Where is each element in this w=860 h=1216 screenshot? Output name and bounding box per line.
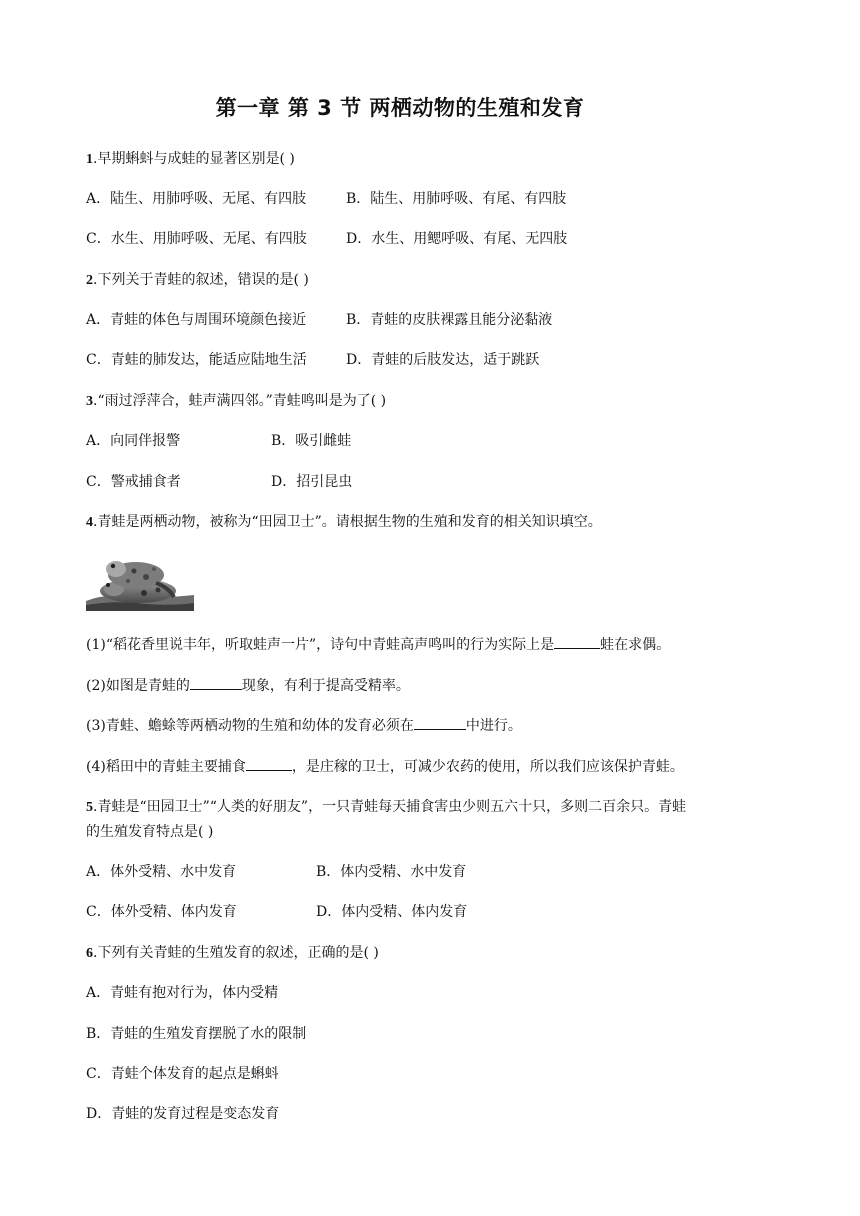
answer-blank	[190, 675, 242, 690]
option-d: D．招引昆虫	[271, 474, 353, 490]
option-b: B．青蛙的生殖发育摆脱了水的限制	[86, 1026, 307, 1042]
answer-blank	[414, 715, 466, 730]
option-b: B．吸引雌蛙	[271, 433, 352, 449]
option-c: C．青蛙的肺发达，能适应陆地生活	[86, 352, 307, 368]
option-b: B．体内受精、水中发育	[316, 864, 467, 880]
question-3-options-row-1	[86, 431, 351, 451]
option-b: B．青蛙的皮肤裸露且能分泌黏液	[346, 312, 553, 328]
question-number: 1	[86, 152, 93, 167]
answer-blank	[246, 756, 292, 771]
question-4-sub-4: (4)稻田中的青蛙主要捕食 ，是庄稼的卫士，可减少农药的使用，所以我们应该保护青蛙。	[86, 756, 684, 777]
option-a: A．向同伴报警	[86, 433, 181, 449]
question-4-sub-1: (1)“稻花香里说丰年，听取蛙声一片”，诗句中青蛙高声鸣叫的行为实际上是 蛙在求偶。	[86, 634, 670, 655]
option-d: D．水生、用鳃呼吸、有尾、无四肢	[346, 231, 568, 247]
option-a: A．青蛙的体色与周围环境颜色接近	[86, 312, 307, 328]
option-b: B．陆生、用肺呼吸、有尾、有四肢	[346, 191, 567, 207]
question-number: 2	[86, 273, 93, 288]
question-5-stem-line-1: 5.青蛙是“田园卫士”“人类的好朋友”，一只青蛙每天捕食害虫少则五六十只，多则二百余只。青蛙	[86, 799, 687, 815]
option-a: A．体外受精、水中发育	[86, 864, 237, 880]
question-4-sub-3: (3)青蛙、蟾蜍等两栖动物的生殖和幼体的发育必须在 中进行。	[86, 715, 522, 736]
option-d: D．青蛙的发育过程是变态发育	[86, 1106, 280, 1122]
option-d: D．体内受精、体内发育	[316, 904, 468, 920]
answer-blank	[554, 634, 600, 649]
question-4-sub-2: (2)如图是青蛙的 现象，有利于提高受精率。	[86, 675, 410, 696]
question-3-stem: 3.“雨过浮萍合，蛙声满四邻。”青蛙鸣叫是为了( )	[86, 393, 387, 409]
question-1-options-row-1	[86, 189, 566, 209]
option-d: D．青蛙的后肢发达，适于跳跃	[346, 352, 540, 368]
question-5-stem-line-2: 的生殖发育特点是( )	[86, 824, 214, 840]
question-number: 3	[86, 394, 93, 409]
option-c: C．警戒捕食者	[86, 474, 181, 490]
option-a: A．陆生、用肺呼吸、无尾、有四肢	[86, 191, 307, 207]
question-2-options-row-2	[86, 350, 539, 370]
page-title: 第一章 第 3 节 两栖动物的生殖和发育	[215, 96, 585, 120]
question-1-stem: 1.早期蝌蚪与成蛙的显著区别是( )	[86, 151, 295, 167]
frog-pair-photo	[86, 553, 194, 611]
question-3-options-row-2	[86, 472, 352, 492]
question-number: 4	[86, 515, 93, 530]
question-5-options-row-1	[86, 862, 466, 882]
question-2-stem: 2.下列关于青蛙的叙述，错误的是( )	[86, 272, 309, 288]
option-c: C．青蛙个体发育的起点是蝌蚪	[86, 1066, 279, 1082]
option-c: C．水生、用肺呼吸、无尾、有四肢	[86, 231, 307, 247]
question-5-options-row-2	[86, 902, 467, 922]
question-number: 6	[86, 946, 93, 961]
question-6-stem: 6.下列有关青蛙的生殖发育的叙述，正确的是( )	[86, 945, 379, 961]
option-a: A．青蛙有抱对行为，体内受精	[86, 985, 279, 1001]
question-4-stem: 4.青蛙是两栖动物，被称为“田园卫士”。请根据生物的生殖和发育的相关知识填空。	[86, 514, 602, 530]
question-2-options-row-1	[86, 310, 552, 330]
option-c: C．体外受精、体内发育	[86, 904, 237, 920]
question-1-options-row-2	[86, 229, 567, 249]
question-number: 5	[86, 800, 93, 815]
